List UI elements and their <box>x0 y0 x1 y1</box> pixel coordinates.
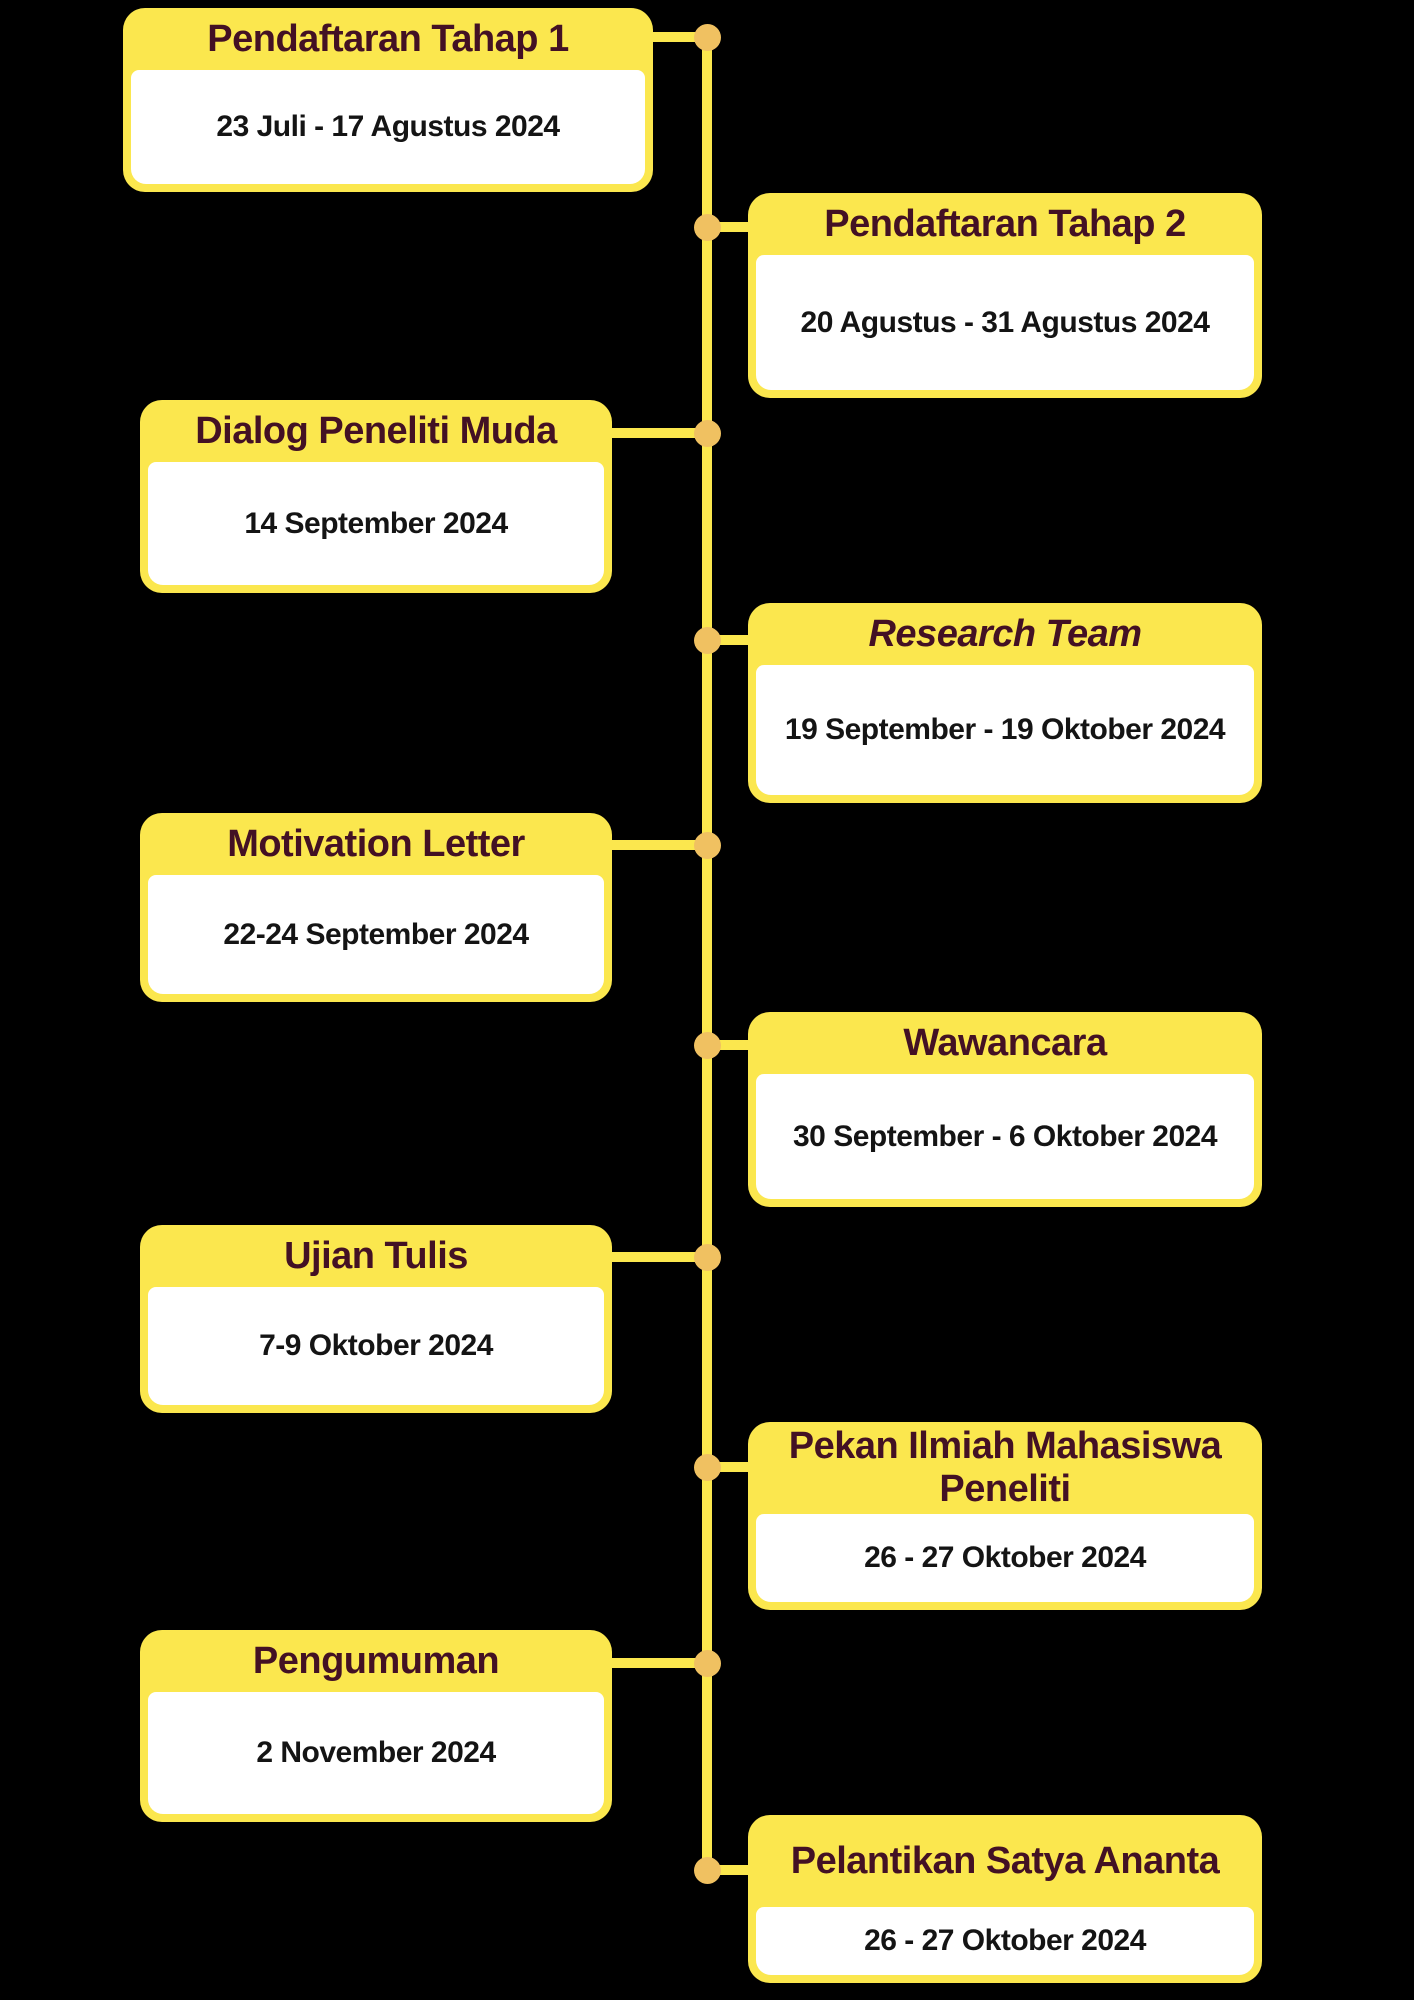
timeline-card-motivation-letter <box>140 813 612 1002</box>
card-title: Pelantikan Satya Ananta <box>790 1839 1220 1882</box>
card-title: Pendaftaran Tahap 1 <box>207 17 569 60</box>
card-header <box>748 193 1262 255</box>
card-title: Pendaftaran Tahap 2 <box>824 202 1186 245</box>
connector-line <box>600 428 707 438</box>
timeline-card-pendaftaran-tahap-1 <box>123 8 653 192</box>
timeline-dot <box>694 214 721 241</box>
card-date: 7-9 Oktober 2024 <box>259 1329 493 1362</box>
connector-line <box>600 1252 707 1262</box>
timeline-dot <box>694 1857 721 1884</box>
card-header <box>140 1225 612 1287</box>
timeline-dot <box>694 1032 721 1059</box>
timeline-card-pelantikan-satya-ananta <box>748 1815 1262 1983</box>
card-body <box>148 1287 604 1405</box>
card-title: Ujian Tulis <box>284 1234 468 1277</box>
card-date: 26 - 27 Oktober 2024 <box>864 1924 1146 1957</box>
card-body <box>756 1074 1254 1199</box>
card-title: Pengumuman <box>252 1639 500 1682</box>
timeline-card-ujian-tulis <box>140 1225 612 1413</box>
card-body <box>756 1514 1254 1602</box>
card-date: 14 September 2024 <box>244 506 508 540</box>
card-title: Wawancara <box>903 1021 1107 1064</box>
card-date: 22-24 September 2024 <box>223 917 529 951</box>
timeline-dot <box>694 1454 721 1481</box>
timeline-dot <box>694 1244 721 1271</box>
card-header <box>748 603 1262 665</box>
timeline-card-pekan-ilmiah <box>748 1422 1262 1610</box>
timeline-dot <box>694 832 721 859</box>
card-header <box>140 1630 612 1692</box>
card-body <box>131 70 645 184</box>
card-title: Motivation Letter <box>227 822 525 865</box>
card-body <box>148 875 604 994</box>
timeline-dot <box>694 627 721 654</box>
card-body <box>756 665 1254 795</box>
card-body <box>148 462 604 585</box>
connector-line <box>600 840 707 850</box>
card-header <box>140 400 612 462</box>
card-header <box>123 8 653 70</box>
timeline-dot <box>694 1650 721 1677</box>
card-title: Research Team <box>868 612 1142 655</box>
card-date: 20 Agustus - 31 Agustus 2024 <box>800 305 1210 339</box>
card-title: Pekan Ilmiah Mahasiswa Peneliti <box>788 1425 1222 1510</box>
card-header <box>748 1815 1262 1907</box>
card-header <box>140 813 612 875</box>
card-header <box>748 1012 1262 1074</box>
card-body <box>756 1907 1254 1975</box>
card-body <box>148 1692 604 1814</box>
connector-line <box>600 1658 707 1668</box>
card-date: 2 November 2024 <box>256 1736 496 1769</box>
card-title: Dialog Peneliti Muda <box>195 409 557 452</box>
timeline-dot <box>694 420 721 447</box>
card-body <box>756 255 1254 390</box>
timeline-card-pendaftaran-tahap-2 <box>748 193 1262 398</box>
timeline-dot <box>694 24 721 51</box>
card-header <box>748 1422 1262 1514</box>
timeline-card-dialog-peneliti-muda <box>140 400 612 593</box>
timeline-card-research-team <box>748 603 1262 803</box>
card-date: 19 September - 19 Oktober 2024 <box>784 713 1226 746</box>
timeline-spine-line <box>702 37 712 1870</box>
card-date: 26 - 27 Oktober 2024 <box>864 1541 1146 1574</box>
timeline-card-pengumuman <box>140 1630 612 1822</box>
card-date: 23 Juli - 17 Agustus 2024 <box>216 110 560 143</box>
card-date: 30 September - 6 Oktober 2024 <box>792 1119 1218 1153</box>
timeline-card-wawancara <box>748 1012 1262 1207</box>
